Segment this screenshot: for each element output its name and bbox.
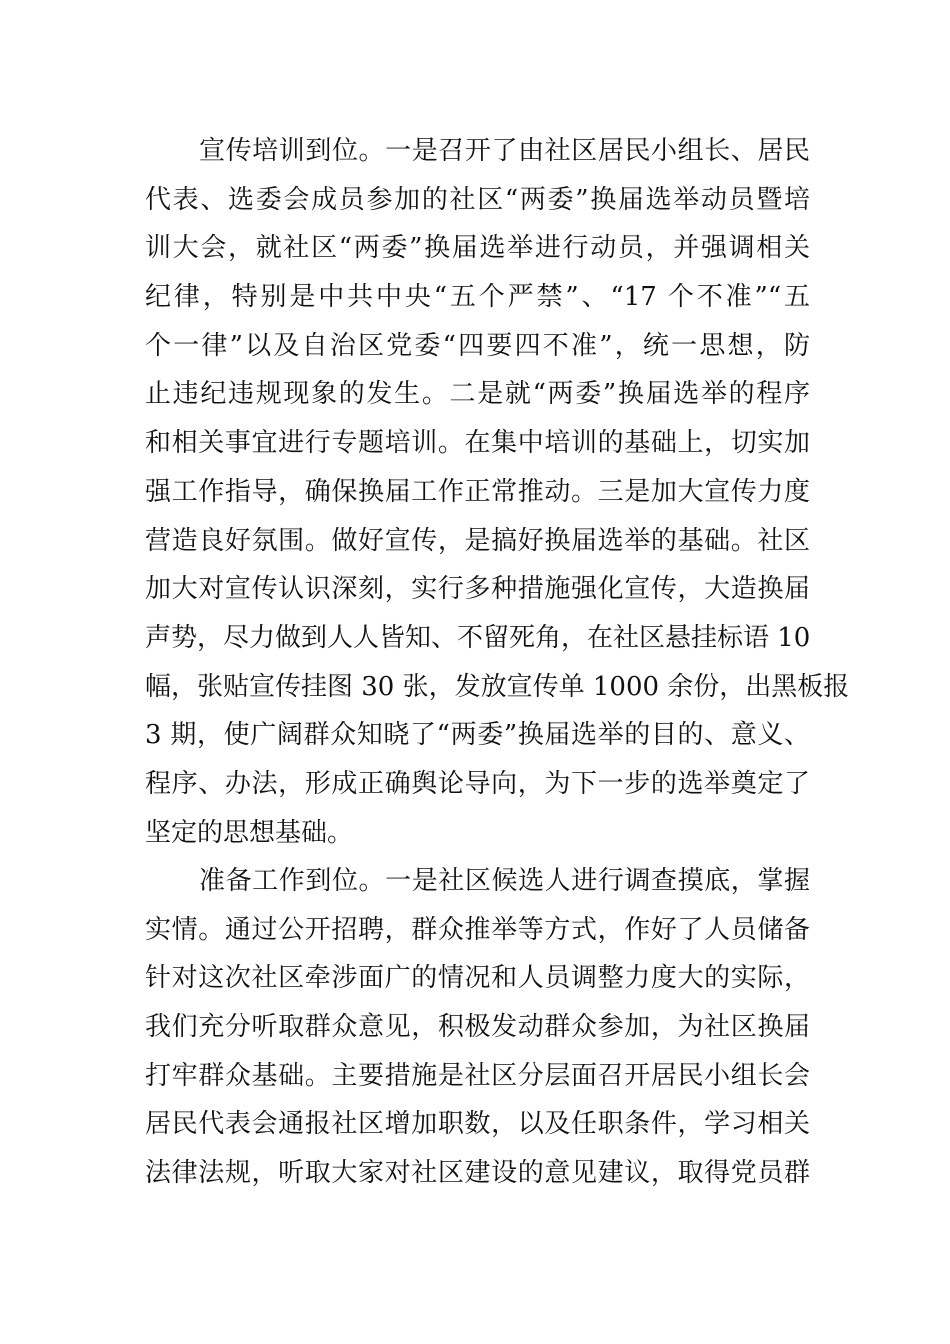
paragraph-preparation-work [145,857,810,1198]
paragraph-line: 训大会，就社区“两委”换届选举进行动员，并强调相关 [145,233,810,264]
paragraph-line: 实情。通过公开招聘，群众推举等方式，作好了人员储备 [145,914,810,945]
paragraph-line: 和相关事宜进行专题培训。在集中培训的基础上，切实加 [145,428,810,459]
paragraph-line: 止违纪违规现象的发生。二是就“两委”换届选举的程序 [145,379,810,410]
paragraph-line: 居民代表会通报社区增加职数，以及任职条件，学习相关 [145,1109,810,1140]
paragraph-line: 准备工作到位。一是社区候选人进行调查摸底，掌握 [199,866,810,896]
paragraph-line: 代表、选委会成员参加的社区“两委”换届选举动员暨培 [145,184,810,215]
paragraph-publicity-training [145,127,850,857]
paragraph-line: 3 期，使广阔群众知晓了“两委”换届选举的目的、意义、 [145,720,810,751]
paragraph-line: 坚定的思想基础。 [145,817,354,848]
paragraph-line: 强工作指导，确保换届工作正常推动。三是加大宣传力度 [145,476,810,507]
paragraph-line: 纪律，特别是中共中央“五个严禁”、“17 个不准”“五 [145,282,810,313]
paragraph-line: 个一律”以及自治区党委“四要四不准”，统一思想，防 [145,330,810,361]
paragraph-line: 程序、办法，形成正确舆论导向，为下一步的选举奠定了 [145,768,810,799]
paragraph-line: 法律法规，听取大家对社区建设的意见建议，取得党员群 [145,1158,810,1189]
paragraph-line: 幅，张贴宣传挂图 30 张，发放宣传单 1000 余份，出黑板报 [145,671,850,702]
paragraph-line: 声势，尽力做到人人皆知、不留死角，在社区悬挂标语 10 [145,622,811,653]
paragraph-line: 打牢群众基础。主要措施是社区分层面召开居民小组长会 [145,1060,810,1091]
paragraph-line: 营造良好氛围。做好宣传，是搞好换届选举的基础。社区 [145,525,810,556]
paragraph-line: 加大对宣传认识深刻，实行多种措施强化宣传，大造换届 [145,574,810,605]
paragraph-line: 我们充分听取群众意见，积极发动群众参加，为社区换届 [145,1012,810,1043]
paragraph-line: 宣传培训到位。一是召开了由社区居民小组长、居民 [199,136,810,166]
paragraph-line: 针对这次社区牵涉面广的情况和人员调整力度大的实际， [145,963,810,994]
